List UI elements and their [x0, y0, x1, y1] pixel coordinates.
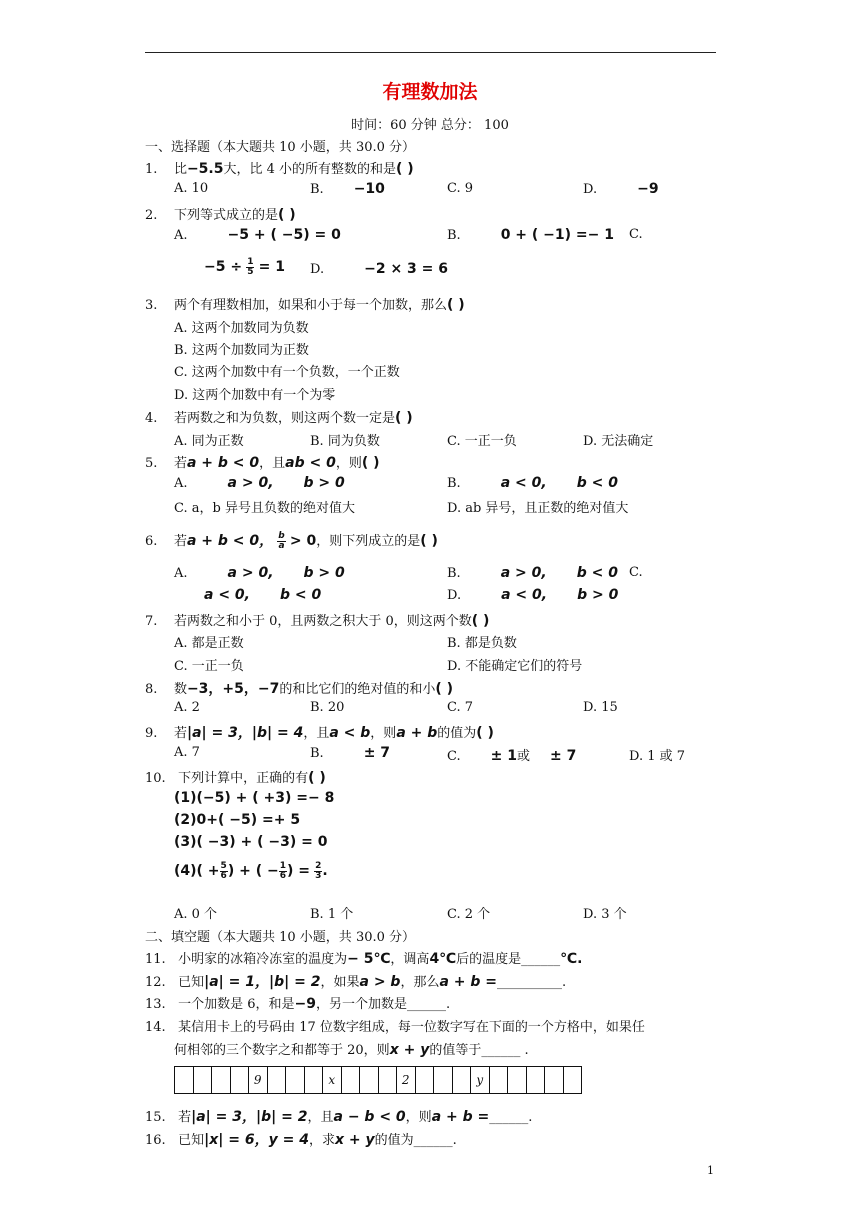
q5-option-a: A. a > 0, b > 0 [174, 475, 345, 491]
q3-option-a: A. 这两个加数同为负数 [174, 321, 309, 336]
q1-option-c: C. 9 [447, 181, 474, 196]
section-heading-choice: 一、选择题（本大题共 10 小题，共 30.0 分） [145, 140, 416, 155]
q10-option-c: C. 2 个 [447, 907, 491, 922]
question-2: 2. 下列等式成立的是( ) [145, 207, 296, 223]
grid-cell: y [471, 1067, 490, 1094]
q10-statement-4: (4)( + $\frac{5}{6}$ ) + ( − $\frac{1}{6}$ ) = $\frac{2}{3}$ . [174, 861, 328, 881]
question-1: 1. 比−5.5大，比 4 小的所有整数的和是( ) [145, 161, 414, 177]
question-15: 15. 若|a| = 3，|b| = 2，且a − b < 0，则a + b =______. [145, 1109, 533, 1125]
q9-option-a: A. 7 [174, 745, 200, 760]
grid-cell: 2 [397, 1067, 416, 1094]
card-number-grid [174, 1066, 582, 1094]
question-14-line-2: 何相邻的三个数字之和都等于 20，则x + y的值等于______ . [174, 1042, 529, 1058]
grid-cell [212, 1067, 231, 1094]
q8-option-b: B. 20 [310, 700, 345, 715]
grid-cell [341, 1067, 360, 1094]
q4-option-a: A. 同为正数 [174, 434, 244, 449]
grid-cell [286, 1067, 305, 1094]
q6-option-a: A. a > 0, b > 0 [174, 565, 345, 581]
q5-option-d: D. ab 异号，且正数的绝对值大 [447, 501, 629, 516]
question-8: 8. 数−3，+5，−7的和比它们的绝对值的和小( ) [145, 681, 454, 697]
q6-option-d: D. a < 0, b > 0 [447, 587, 619, 603]
question-6: 6. 若a + b < 0， $\frac{b}{a}$ > 0，则下列成立的是( ) [145, 531, 438, 551]
question-10: 10. 下列计算中，正确的有( ) [145, 770, 326, 786]
answer-blank: ( ) [396, 161, 414, 177]
q3-option-b: B. 这两个加数同为正数 [174, 343, 309, 358]
grid-cell [526, 1067, 545, 1094]
question-3: 3. 两个有理数相加，如果和小于每一个加数，那么( ) [145, 297, 465, 313]
grid-cell [452, 1067, 471, 1094]
math-expr: −5.5 [186, 161, 224, 177]
grid-cell [489, 1067, 508, 1094]
q1-option-a: A. 10 [174, 181, 209, 196]
grid-cell: x [323, 1067, 342, 1094]
q6-option-c-label: C. [629, 565, 643, 580]
grid-cell [175, 1067, 194, 1094]
grid-cell [434, 1067, 453, 1094]
q10-statement-2: (2)0+( −5) =+ 5 [174, 812, 301, 828]
grid-cell [415, 1067, 434, 1094]
q10-option-a: A. 0 个 [174, 907, 218, 922]
q2-option-c-label: C. [629, 227, 643, 242]
question-4: 4. 若两数之和为负数，则这两个数一定是( ) [145, 410, 413, 426]
q9-option-d: D. 1 或 7 [629, 749, 686, 764]
grid-cell [508, 1067, 527, 1094]
grid-cell [304, 1067, 323, 1094]
q2-option-a: A. −5 + ( −5) = 0 [174, 227, 341, 243]
question-16: 16. 已知|x| = 6，y = 4，求x + y的值为______. [145, 1132, 457, 1148]
q8-option-a: A. 2 [174, 700, 200, 715]
q5-option-c: C. a，b 异号且负数的绝对值大 [174, 501, 355, 516]
q6-option-c-expr: a < 0, b < 0 [204, 587, 322, 603]
q7-option-c: C. 一正一负 [174, 659, 244, 674]
grid-cell: 9 [249, 1067, 268, 1094]
q10-option-d: D. 3 个 [583, 907, 627, 922]
grid-cell [230, 1067, 249, 1094]
q9-option-c: C. ± 1或 ± 7 [447, 748, 577, 764]
q8-option-c: C. 7 [447, 700, 474, 715]
q3-option-d: D. 这两个加数中有一个为零 [174, 388, 336, 403]
exam-meta: 时间：60 分钟 总分： 100 [351, 118, 509, 133]
q8-option-d: D. 15 [583, 700, 618, 715]
question-14: 14. 某信用卡上的号码由 17 位数字组成，每一位数字写在下面的一个方格中，如果任 [145, 1020, 645, 1035]
question-5: 5. 若a + b < 0，且ab < 0，则( ) [145, 455, 380, 471]
q10-option-b: B. 1 个 [310, 907, 354, 922]
question-11: 11. 小明家的冰箱冷冻室的温度为− 5℃，调高4℃后的温度是______℃. [145, 951, 583, 967]
page-number: 1 [707, 1164, 714, 1177]
question-number: 1. [145, 162, 158, 177]
q7-option-a: A. 都是正数 [174, 636, 244, 651]
question-9: 9. 若|a| = 3，|b| = 4，且a < b，则a + b的值为( ) [145, 725, 494, 741]
q3-option-c: C. 这两个加数中有一个负数，一个正数 [174, 365, 400, 380]
q5-option-b: B. a < 0, b < 0 [447, 475, 618, 491]
page-title: 有理数加法 [382, 81, 478, 103]
q2-option-d: D. −2 × 3 = 6 [310, 261, 449, 277]
q4-option-c: C. 一正一负 [447, 434, 517, 449]
q2-option-c-expr: −5 ÷ $\frac{1}{5}$ = 1 [204, 257, 285, 277]
q10-statement-3: (3)( −3) + ( −3) = 0 [174, 834, 328, 850]
grid-cell [360, 1067, 379, 1094]
grid-cell [563, 1067, 582, 1094]
q10-statement-1: (1)(−5) + ( +3) =− 8 [174, 790, 335, 806]
question-13: 13. 一个加数是 6，和是−9，另一个加数是______. [145, 996, 451, 1012]
q4-option-b: B. 同为负数 [310, 434, 380, 449]
q2-option-b: B. 0 + ( −1) =− 1 [447, 227, 614, 243]
grid-cell [193, 1067, 212, 1094]
section-heading-fill: 二、填空题（本大题共 10 小题，共 30.0 分） [145, 930, 416, 945]
question-12: 12. 已知|a| = 1，|b| = 2，如果a > b，那么a + b =__________. [145, 974, 567, 990]
q4-option-d: D. 无法确定 [583, 434, 654, 449]
grid-cell [545, 1067, 564, 1094]
q7-option-b: B. 都是负数 [447, 636, 517, 651]
q1-option-d: D. −9 [583, 181, 659, 197]
header-rule [145, 52, 716, 53]
question-7: 7. 若两数之和小于 0，且两数之积大于 0，则这两个数( ) [145, 613, 490, 629]
q1-option-b: B. −10 [310, 181, 385, 197]
grid-cell [267, 1067, 286, 1094]
q7-option-d: D. 不能确定它们的符号 [447, 659, 583, 674]
q9-option-b: B. ± 7 [310, 745, 391, 761]
grid-cell [378, 1067, 397, 1094]
q6-option-b: B. a > 0, b < 0 [447, 565, 618, 581]
